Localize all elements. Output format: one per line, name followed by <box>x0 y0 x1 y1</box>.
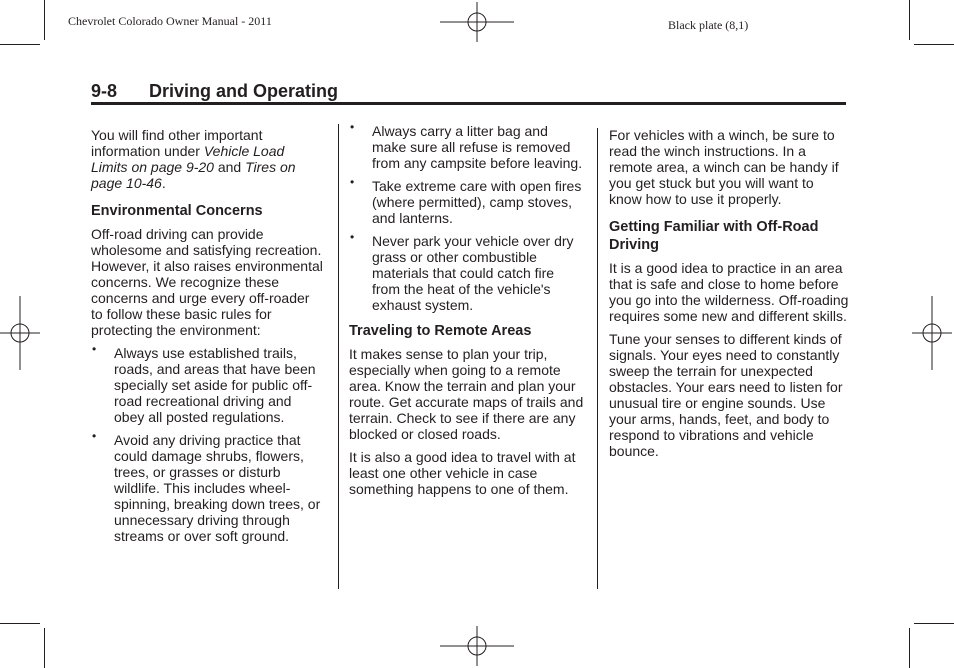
registration-mark-left <box>0 296 40 370</box>
intro-text: and <box>213 159 246 175</box>
crop-mark <box>909 0 910 40</box>
crop-mark <box>909 628 910 668</box>
column-1 <box>91 127 323 551</box>
list-item <box>91 429 323 544</box>
column-divider <box>338 124 339 589</box>
list-item-text: Avoid any driving practice that could damage shrubs, flowers, trees, or grasses or disturb wildlife. This includes wheel-spinning, breaking down trees, or unnecessary driving through streams or over soft ground. <box>114 432 321 544</box>
heading-getting-familiar: Getting Familiar with Off-Road Driving <box>609 219 819 253</box>
crop-mark <box>44 628 45 668</box>
section-header <box>91 80 846 105</box>
crop-mark <box>0 623 40 624</box>
column-divider <box>597 128 598 589</box>
crop-mark <box>914 44 954 45</box>
intro-text: . <box>161 175 166 191</box>
list-item-text: Always use established trails, roads, and areas that have been specially set aside for public off-road recreational driving and obey all posted regulations. <box>114 345 316 425</box>
bullet-icon: • <box>350 120 355 134</box>
intro-paragraph <box>91 127 323 191</box>
column-2 <box>349 120 584 504</box>
paragraph: It is a good idea to practice in an area that is safe and close to home before you go into the wilderness. Off-roading requires some new and different skills. <box>609 260 849 324</box>
list-item <box>349 120 584 171</box>
paragraph: Tune your senses to different kinds of signals. Your eyes need to constantly sweep the terrain for unexpected obstacles. Your ears need to listen for unusual tire or engine sounds. Use your arms, hands, feet, and body to respond to vibrations and vehicle bounce. <box>609 331 843 459</box>
list-item-text: Always carry a litter bag and make sure all refuse is removed from any campsite before leaving. <box>372 123 583 171</box>
bullet-icon: • <box>92 342 97 356</box>
cross-reference-link[interactable]: Vehicle Load Limits on page 9-20 <box>91 143 285 175</box>
cross-reference-link[interactable]: Tires on page 10-46 <box>91 159 296 191</box>
list-item <box>91 342 323 425</box>
bullet-icon: • <box>92 429 97 443</box>
paragraph: For vehicles with a winch, be sure to read the winch instructions. In a remote area, a winch can be handy if you get stuck but you will want to know how to use it properly. <box>609 127 839 207</box>
list-item <box>349 175 584 226</box>
running-header-left: Chevrolet Colorado Owner Manual - 2011 <box>68 14 272 28</box>
bullet-icon: • <box>350 230 355 244</box>
running-header-right: Black plate (8,1) <box>668 18 749 32</box>
paragraph: Off-road driving can provide wholesome and satisfying recreation. However, it also raises environmental concerns. We recognize these concerns and urge every off-roader to follow these basic rules for protecting the environment: <box>91 226 323 338</box>
intro-text: You will find other important information under <box>91 127 263 159</box>
registration-mark-top <box>440 2 514 42</box>
section-title: Driving and Operating <box>149 81 339 101</box>
list-item <box>349 230 584 313</box>
registration-mark-right <box>912 296 952 370</box>
bullet-list <box>349 120 584 313</box>
crop-mark <box>914 623 954 624</box>
paragraph: It makes sense to plan your trip, especially when going to a remote area. Know the terrain and plan your route. Get accurate maps of trails and terrain. Check to see if there are any blocked or closed roads. <box>349 346 584 442</box>
crop-mark <box>0 44 40 45</box>
section-number: 9-8 <box>91 81 118 101</box>
bullet-icon: • <box>350 175 355 189</box>
list-item-text: Never park your vehicle over dry grass or other combustible materials that could catch fire from the heat of the vehicle's exhaust system. <box>372 233 574 313</box>
paragraph: It is also a good idea to travel with at least one other vehicle in case something happens to one of them. <box>349 449 576 497</box>
heading-traveling-to-remote-areas: Traveling to Remote Areas <box>349 323 532 339</box>
list-item-text: Take extreme care with open fires (where permitted), camp stoves, and lanterns. <box>372 178 582 226</box>
registration-mark-bottom <box>440 626 514 666</box>
heading-environmental-concerns: Environmental Concerns <box>91 203 263 219</box>
column-3 <box>609 127 849 466</box>
crop-mark <box>44 0 45 40</box>
bullet-list <box>91 342 323 544</box>
